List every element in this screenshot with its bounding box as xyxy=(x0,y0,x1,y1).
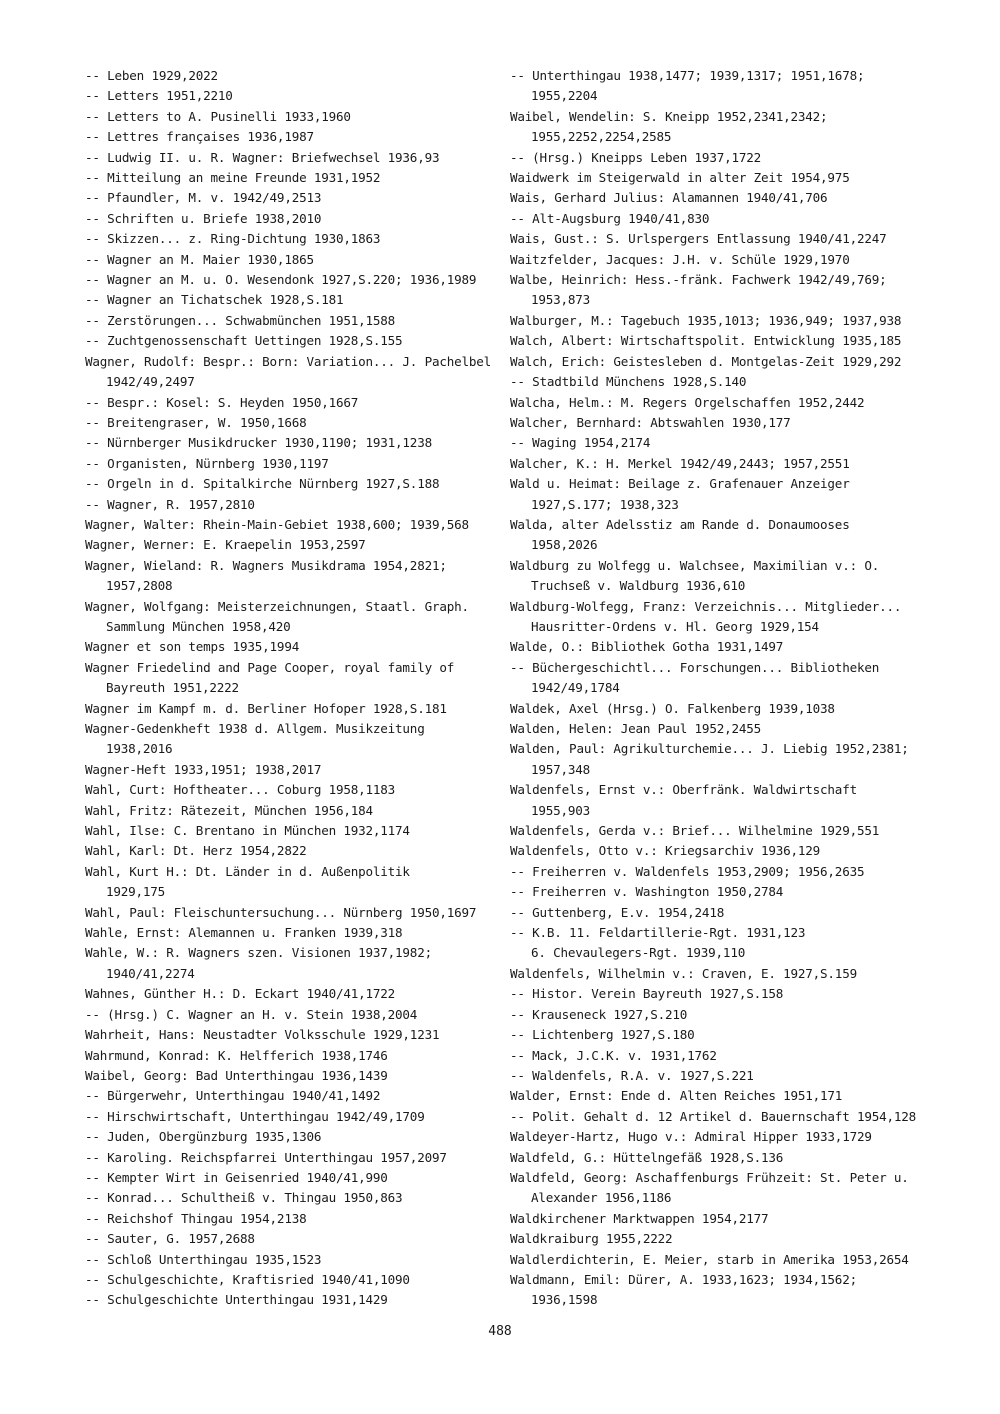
index-entry-continuation: 1938,2016 xyxy=(106,741,173,757)
index-entry-text: Waldkraiburg 1955,2222 xyxy=(510,1231,673,1247)
index-entry xyxy=(85,923,485,943)
index-entry xyxy=(85,658,485,699)
index-entry-text: -- Schloß Unterthingau 1935,1523 xyxy=(85,1251,322,1267)
index-entry-text: Walch, Erich: Geistesleben d. Montgelas-Zeit 1929,292 xyxy=(510,353,902,369)
index-entry-text: -- Schulgeschichte Unterthingau 1931,1429 xyxy=(85,1292,388,1308)
index-entry-continuation: 1958,2026 xyxy=(531,537,598,553)
index-entry-text: -- (Hrsg.) Kneipps Leben 1937,1722 xyxy=(510,149,761,165)
index-entry-continuation: Truchseß v. Waldburg 1936,610 xyxy=(531,578,746,594)
index-entry-text: -- Reichshof Thingau 1954,2138 xyxy=(85,1210,307,1226)
index-entry-text: -- Unterthingau 1938,1477; 1939,1317; 1951,1678; xyxy=(510,68,865,83)
index-entry xyxy=(510,1148,950,1168)
index-entry-text: Waldenfels, Wilhelmin v.: Craven, E. 1927,S.159 xyxy=(510,965,857,981)
index-entry xyxy=(85,760,485,780)
index-entry-text: -- Breitengraser, W. 1950,1668 xyxy=(85,414,307,430)
index-entry xyxy=(510,1107,950,1127)
index-entry xyxy=(85,821,485,841)
index-entry-text: Wahle, Ernst: Alemannen u. Franken 1939,318 xyxy=(85,925,403,941)
index-entry-continuation: 1955,2204 xyxy=(531,88,598,104)
index-entry xyxy=(510,168,950,188)
index-entry-text: -- Wagner an Tichatschek 1928,S.181 xyxy=(85,292,344,308)
index-entry xyxy=(510,1168,950,1209)
index-entry xyxy=(510,229,950,249)
index-entry xyxy=(510,1046,950,1066)
index-entry-text: -- Lettres françaises 1936,1987 xyxy=(85,129,314,145)
index-entry-text: Wais, Gust.: S. Urlspergers Entlassung 1940/41,2247 xyxy=(510,231,887,247)
index-entry xyxy=(510,474,950,515)
index-entry-continuation: Sammlung München 1958,420 xyxy=(106,618,291,634)
index-entry-text: Walcha, Helm.: M. Regers Orgelschaffen 1952,2442 xyxy=(510,394,865,410)
index-entry-text: Walden, Helen: Jean Paul 1952,2455 xyxy=(510,721,761,736)
index-entry-text: -- Alt-Augsburg 1940/41,830 xyxy=(510,210,710,226)
index-entry-text: -- Leben 1929,2022 xyxy=(85,68,218,83)
index-entry xyxy=(85,433,485,453)
index-entry xyxy=(510,1270,950,1311)
index-entry xyxy=(510,637,950,657)
index-entry-text: -- Stadtbild Münchens 1928,S.140 xyxy=(510,374,747,390)
index-entry-text: Waldenfels, Gerda v.: Brief... Wilhelmine 1929,551 xyxy=(510,823,880,839)
index-entry-continuation: 1940/41,2274 xyxy=(106,965,195,981)
index-entry xyxy=(510,597,950,638)
index-entry xyxy=(510,658,950,699)
index-entry-text: Waldburg-Wolfegg, Franz: Verzeichnis... Mitglieder... xyxy=(510,598,902,614)
index-entry xyxy=(510,719,950,739)
index-entry-text: -- Schulgeschichte, Kraftisried 1940/41,1090 xyxy=(85,1271,410,1287)
index-entry-text: Wahl, Curt: Hoftheater... Coburg 1958,1183 xyxy=(85,782,396,798)
index-entry-text: -- Konrad... Schultheiß v. Thingau 1950,863 xyxy=(85,1190,403,1206)
index-entry-text: -- Hirschwirtschaft, Unterthingau 1942/49,1709 xyxy=(85,1108,425,1124)
index-entry xyxy=(510,1209,950,1229)
index-entry-text: Wahl, Paul: Fleischuntersuchung... Nürnberg 1950,1697 xyxy=(85,904,477,920)
index-entry-text: Waldburg zu Wolfegg u. Walchsee, Maximilian v.: O. xyxy=(510,557,880,573)
index-entry-text: Waitzfelder, Jacques: J.H. v. Schüle 1929,1970 xyxy=(510,251,850,267)
right-index-column xyxy=(510,66,950,1311)
index-entry-text: Wahl, Karl: Dt. Herz 1954,2822 xyxy=(85,843,307,859)
index-entry-text: Walcher, K.: H. Merkel 1942/49,2443; 1957,2551 xyxy=(510,455,850,471)
index-entry-continuation: 1936,1598 xyxy=(531,1292,598,1308)
index-entry-text: Wagner, Werner: E. Kraepelin 1953,2597 xyxy=(85,537,366,553)
index-entry xyxy=(510,862,950,882)
index-entry xyxy=(85,1290,485,1310)
index-entry-text: Walcher, Bernhard: Abtswahlen 1930,177 xyxy=(510,414,791,430)
index-entry xyxy=(510,107,950,148)
index-entry-text: Walda, alter Adelsstiz am Rande d. Donaumooses xyxy=(510,516,850,532)
index-entry-text: -- Freiherren v. Washington 1950,2784 xyxy=(510,884,784,900)
index-entry xyxy=(510,1005,950,1025)
index-entry-text: Waibel, Wendelin: S. Kneipp 1952,2341,2342; xyxy=(510,108,828,124)
index-entry xyxy=(510,250,950,270)
page-number: 488 xyxy=(488,1324,512,1339)
index-entry xyxy=(510,739,950,780)
index-entry-text: Wagner-Gedenkheft 1938 d. Allgem. Musikzeitung xyxy=(85,721,425,736)
index-entry-text: -- (Hrsg.) C. Wagner an H. v. Stein 1938,2004 xyxy=(85,1006,418,1022)
index-entry xyxy=(85,331,485,351)
index-entry xyxy=(85,1209,485,1229)
index-entry xyxy=(85,515,485,535)
index-entry-continuation: 1927,S.177; 1938,323 xyxy=(531,496,679,512)
index-entry-text: Wagner, Wieland: R. Wagners Musikdrama 1954,2821; xyxy=(85,557,447,573)
index-entry xyxy=(85,107,485,127)
index-entry-text: Wahnes, Günther H.: D. Eckart 1940/41,1722 xyxy=(85,986,396,1002)
index-entry xyxy=(85,1270,485,1290)
index-entry-text: -- Skizzen... z. Ring-Dichtung 1930,1863 xyxy=(85,231,381,247)
index-entry-text: -- Orgeln in d. Spitalkirche Nürnberg 1927,S.188 xyxy=(85,476,440,492)
index-entry-text: -- Letters 1951,2210 xyxy=(85,88,233,104)
index-entry xyxy=(85,86,485,106)
index-entry-text: Walch, Albert: Wirtschaftspolit. Entwicklung 1935,185 xyxy=(510,333,902,349)
index-entry-text: -- Wagner an M. Maier 1930,1865 xyxy=(85,251,314,267)
index-entry-text: -- Ludwig II. u. R. Wagner: Briefwechsel 1936,93 xyxy=(85,149,440,165)
index-entry-continuation: 6. Chevaulegers-Rgt. 1939,110 xyxy=(531,945,746,961)
index-entry-continuation: 1955,903 xyxy=(531,802,591,818)
index-entry xyxy=(510,433,950,453)
index-entry xyxy=(85,393,485,413)
index-entry-text: Waldfeld, G.: Hüttelngefäß 1928,S.136 xyxy=(510,1149,784,1165)
index-entry-continuation: 1957,2808 xyxy=(106,578,173,594)
index-entry-continuation: 1957,348 xyxy=(531,761,591,777)
index-entry-text: Waibel, Georg: Bad Unterthingau 1936,1439 xyxy=(85,1067,388,1083)
index-entry-text: -- Mitteilung an meine Freunde 1931,1952 xyxy=(85,170,381,186)
index-entry xyxy=(85,413,485,433)
index-entry xyxy=(510,1250,950,1270)
index-entry-continuation: Bayreuth 1951,2222 xyxy=(106,680,239,696)
index-entry-text: -- Bürgerwehr, Unterthingau 1940/41,1492 xyxy=(85,1088,381,1104)
index-entry xyxy=(510,1066,950,1086)
index-entry xyxy=(85,943,485,984)
index-entry xyxy=(510,515,950,556)
index-entry-text: Wahle, W.: R. Wagners szen. Visionen 1937,1982; xyxy=(85,945,432,961)
index-entry xyxy=(85,250,485,270)
index-entry xyxy=(510,964,950,984)
index-entry-text: Walbe, Heinrich: Hess.-fränk. Fachwerk 1942/49,769; xyxy=(510,272,887,288)
index-entry-text: -- Freiherren v. Waldenfels 1953,2909; 1956,2635 xyxy=(510,863,865,879)
index-entry-text: Waldenfels, Ernst v.: Oberfränk. Waldwirtschaft xyxy=(510,782,857,798)
index-entry xyxy=(85,1250,485,1270)
index-entry-continuation: 1942/49,2497 xyxy=(106,374,195,390)
index-entry-text: Wais, Gerhard Julius: Alamannen 1940/41,706 xyxy=(510,190,828,206)
index-entry-text: Waldkirchener Marktwappen 1954,2177 xyxy=(510,1210,769,1226)
index-entry xyxy=(85,719,485,760)
index-entry xyxy=(85,495,485,515)
index-entry xyxy=(510,780,950,821)
index-entry xyxy=(85,801,485,821)
index-entry xyxy=(85,1025,485,1045)
index-entry xyxy=(85,780,485,800)
index-entry-text: -- Schriften u. Briefe 1938,2010 xyxy=(85,210,322,226)
index-entry xyxy=(85,209,485,229)
index-entry xyxy=(85,1148,485,1168)
index-entry-text: -- Nürnberger Musikdrucker 1930,1190; 1931,1238 xyxy=(85,435,432,451)
index-entry-text: -- Organisten, Nürnberg 1930,1197 xyxy=(85,455,329,471)
index-entry xyxy=(85,535,485,555)
index-entry-text: Wahl, Kurt H.: Dt. Länder in d. Außenpolitik xyxy=(85,863,410,879)
index-entry xyxy=(510,1127,950,1147)
index-entry-text: -- Mack, J.C.K. v. 1931,1762 xyxy=(510,1047,717,1063)
index-entry xyxy=(85,127,485,147)
index-entry xyxy=(85,597,485,638)
index-entry-text: -- Karoling. Reichspfarrei Unterthingau 1957,2097 xyxy=(85,1149,447,1165)
index-entry xyxy=(510,821,950,841)
index-entry xyxy=(85,637,485,657)
index-entry-text: Wagner et son temps 1935,1994 xyxy=(85,639,300,655)
index-entry xyxy=(85,66,485,86)
index-entry xyxy=(510,311,950,331)
index-entry-text: -- Histor. Verein Bayreuth 1927,S.158 xyxy=(510,986,784,1002)
index-entry xyxy=(510,188,950,208)
index-entry-continuation: 1953,873 xyxy=(531,292,591,308)
index-entry-text: -- Juden, Obergünzburg 1935,1306 xyxy=(85,1129,322,1145)
index-entry xyxy=(510,1229,950,1249)
index-entry xyxy=(85,984,485,1004)
index-entry-text: Wagner Friedelind and Page Cooper, royal family of xyxy=(85,659,455,675)
index-entry xyxy=(85,1168,485,1188)
index-entry xyxy=(85,229,485,249)
index-entry-text: -- Wagner an M. u. O. Wesendonk 1927,S.220; 1936,1989 xyxy=(85,272,477,288)
index-entry-text: Walder, Ernst: Ende d. Alten Reiches 1951,171 xyxy=(510,1088,843,1104)
index-entry xyxy=(85,474,485,494)
index-entry-continuation: Alexander 1956,1186 xyxy=(531,1190,672,1206)
index-entry xyxy=(85,168,485,188)
index-entry-text: Wagner, Walter: Rhein-Main-Gebiet 1938,600; 1939,568 xyxy=(85,516,469,532)
index-entry-text: Waldfeld, Georg: Aschaffenburgs Frühzeit: St. Peter u. xyxy=(510,1169,909,1185)
index-entry-text: Waldmann, Emil: Dürer, A. 1933,1623; 1934,1562; xyxy=(510,1271,857,1287)
index-entry-text: -- Polit. Gehalt d. 12 Artikel d. Bauernschaft 1954,128 xyxy=(510,1108,917,1124)
index-entry xyxy=(510,454,950,474)
index-entry xyxy=(510,841,950,861)
index-entry-text: -- Waging 1954,2174 xyxy=(510,435,651,451)
index-entry-continuation: 1929,175 xyxy=(106,884,166,900)
index-entry xyxy=(510,270,950,311)
index-entry xyxy=(85,1127,485,1147)
index-entry-continuation: 1955,2252,2254,2585 xyxy=(531,129,672,145)
left-index-column xyxy=(85,66,492,1311)
index-entry-text: -- Kempter Wirt in Geisenried 1940/41,990 xyxy=(85,1169,388,1185)
index-entry xyxy=(85,862,485,903)
index-entry xyxy=(85,290,485,310)
index-entry xyxy=(510,413,950,433)
index-entry-text: Wagner, Wolfgang: Meisterzeichnungen, Staatl. Graph. xyxy=(85,598,469,614)
index-entry xyxy=(510,984,950,1004)
index-entry xyxy=(510,923,950,964)
index-entry xyxy=(510,903,950,923)
index-entry xyxy=(85,1046,485,1066)
index-entry-text: Waldlerdichterin, E. Meier, starb in Amerika 1953,2654 xyxy=(510,1251,909,1267)
index-entry xyxy=(85,1086,485,1106)
index-entry-text: -- Zuchtgenossenschaft Uettingen 1928,S.155 xyxy=(85,333,403,349)
index-entry-text: -- Waldenfels, R.A. v. 1927,S.221 xyxy=(510,1067,754,1083)
index-entry xyxy=(510,1025,950,1045)
index-entry xyxy=(510,393,950,413)
index-entry-text: Waldeyer-Hartz, Hugo v.: Admiral Hipper 1933,1729 xyxy=(510,1129,872,1145)
index-entry-text: Walburger, M.: Tagebuch 1935,1013; 1936,949; 1937,938 xyxy=(510,312,902,328)
index-entry-text: -- Guttenberg, E.v. 1954,2418 xyxy=(510,904,725,920)
index-entry-text: Walde, O.: Bibliothek Gotha 1931,1497 xyxy=(510,639,784,655)
index-entry-text: -- Büchergeschichtl... Forschungen... Bibliotheken xyxy=(510,659,880,675)
index-entry-text: -- Lichtenberg 1927,S.180 xyxy=(510,1027,695,1043)
index-entry-text: Waldek, Axel (Hrsg.) O. Falkenberg 1939,1038 xyxy=(510,700,835,716)
index-entry xyxy=(85,311,485,331)
index-entry-text: Wagner-Heft 1933,1951; 1938,2017 xyxy=(85,761,322,777)
index-entry xyxy=(85,903,485,923)
index-entry-text: Walden, Paul: Agrikulturchemie... J. Liebig 1952,2381; xyxy=(510,741,909,757)
index-entry xyxy=(510,699,950,719)
index-entry xyxy=(85,1107,485,1127)
index-entry xyxy=(85,454,485,474)
index-entry-text: Wagner, Rudolf: Bespr.: Born: Variation... J. Pachelbel xyxy=(85,353,492,369)
index-entry xyxy=(85,352,492,393)
index-entry xyxy=(85,556,485,597)
index-entry-text: -- Wagner, R. 1957,2810 xyxy=(85,496,255,512)
index-entry-text: Wald u. Heimat: Beilage z. Grafenauer Anzeiger xyxy=(510,476,850,492)
index-entry xyxy=(510,209,950,229)
index-entry-continuation: 1942/49,1784 xyxy=(531,680,620,696)
index-entry-continuation: Hausritter-Ordens v. Hl. Georg 1929,154 xyxy=(531,618,819,634)
index-entry-text: -- Pfaundler, M. v. 1942/49,2513 xyxy=(85,190,322,206)
index-entry-text: -- Letters to A. Pusinelli 1933,1960 xyxy=(85,108,351,124)
index-entry-text: Waidwerk im Steigerwald in alter Zeit 1954,975 xyxy=(510,170,850,186)
index-entry xyxy=(510,148,950,168)
index-entry xyxy=(85,148,485,168)
index-entry xyxy=(85,699,485,719)
index-entry xyxy=(510,1086,950,1106)
index-entry-text: -- Bespr.: Kosel: S. Heyden 1950,1667 xyxy=(85,394,359,410)
index-entry-text: Wahrheit, Hans: Neustadter Volksschule 1929,1231 xyxy=(85,1027,440,1043)
index-entry-text: Waldenfels, Otto v.: Kriegsarchiv 1936,129 xyxy=(510,843,821,859)
index-entry xyxy=(85,1005,485,1025)
index-entry xyxy=(510,556,950,597)
index-entry xyxy=(510,352,950,372)
index-entry xyxy=(85,841,485,861)
index-entry-text: -- K.B. 11. Feldartillerie-Rgt. 1931,123 xyxy=(510,925,806,941)
index-entry xyxy=(85,1066,485,1086)
index-entry-text: -- Zerstörungen... Schwabmünchen 1951,1588 xyxy=(85,312,396,328)
index-entry xyxy=(85,188,485,208)
index-entry-text: Wahl, Fritz: Rätezeit, München 1956,184 xyxy=(85,802,373,818)
index-entry xyxy=(85,1188,485,1208)
index-entry xyxy=(510,882,950,902)
index-entry xyxy=(85,1229,485,1249)
index-entry xyxy=(510,66,950,107)
index-entry-text: -- Sauter, G. 1957,2688 xyxy=(85,1231,255,1247)
index-entry-text: -- Krauseneck 1927,S.210 xyxy=(510,1006,688,1022)
index-entry xyxy=(85,270,485,290)
index-entry-text: Wahrmund, Konrad: K. Helfferich 1938,1746 xyxy=(85,1047,388,1063)
index-entry xyxy=(510,331,950,351)
index-entry xyxy=(510,372,950,392)
index-entry-text: Wahl, Ilse: C. Brentano in München 1932,1174 xyxy=(85,823,410,839)
index-entry-text: Wagner im Kampf m. d. Berliner Hofoper 1928,S.181 xyxy=(85,700,447,716)
